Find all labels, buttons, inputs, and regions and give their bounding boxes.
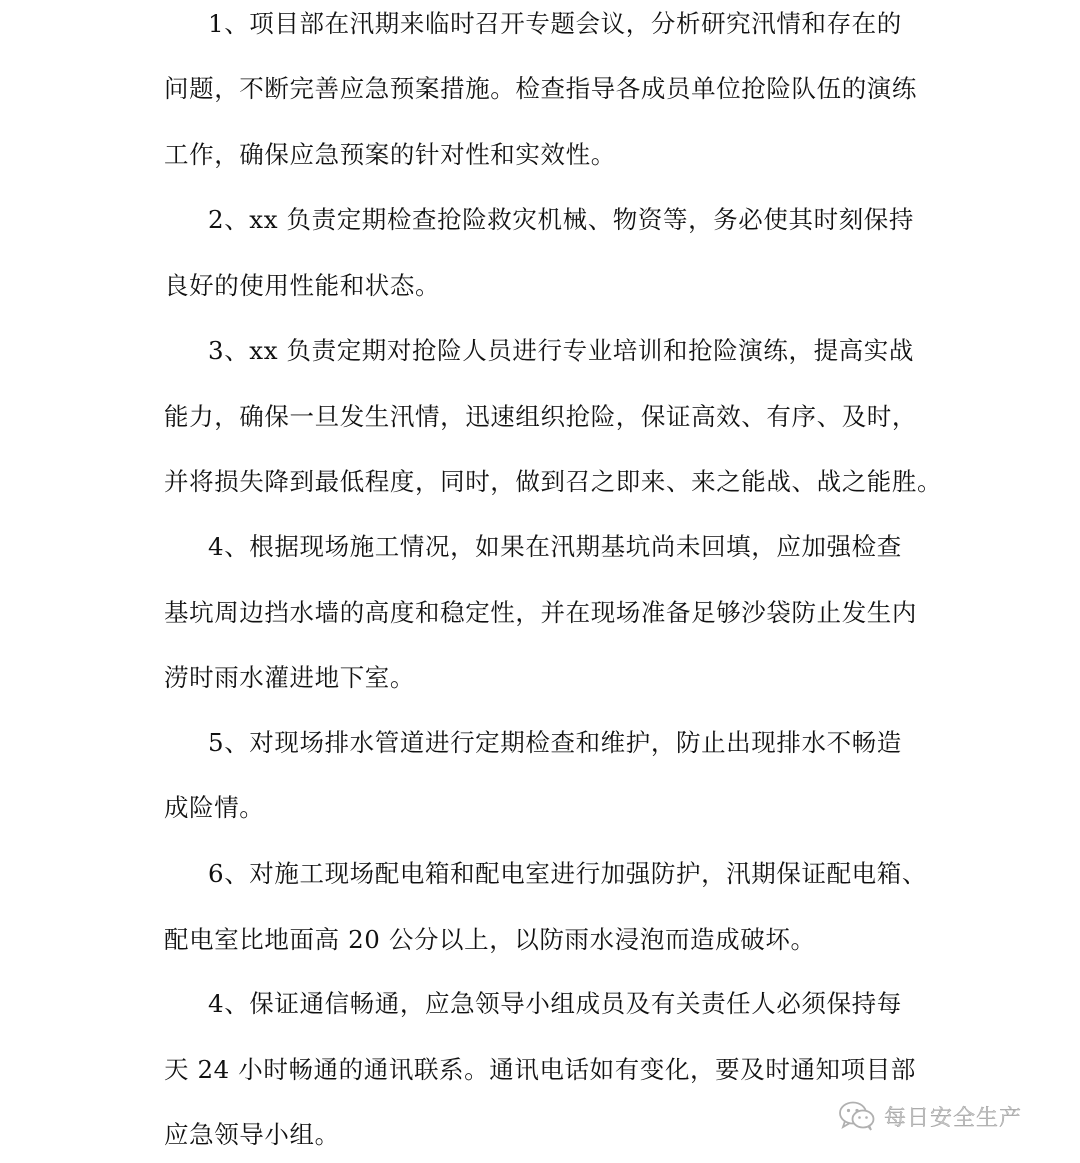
text-line: 4、根据现场施工情况，如果在汛期基坑尚未回填，应加强检查 bbox=[208, 532, 902, 561]
text-line: 涝时雨水灌进地下室。 bbox=[164, 663, 415, 692]
text-line: 基坑周边挡水墙的高度和稳定性，并在现场准备足够沙袋防止发生内 bbox=[164, 598, 917, 627]
text-line: 良好的使用性能和状态。 bbox=[164, 271, 441, 300]
text-line: 配电室比地面高 20 公分以上，以防雨水浸泡而造成破坏。 bbox=[164, 925, 816, 954]
text-line: 3、xx 负责定期对抢险人员进行专业培训和抢险演练，提高实战 bbox=[208, 336, 915, 365]
text-line: 6、对施工现场配电箱和配电室进行加强防护，汛期保证配电箱、 bbox=[208, 859, 927, 888]
text-line: 天 24 小时畅通的通讯联系。通讯电话如有变化，要及时通知项目部 bbox=[164, 1055, 916, 1084]
text-line: 能力，确保一旦发生汛情，迅速组织抢险，保证高效、有序、及时， bbox=[164, 402, 917, 431]
text-line: 4、保证通信畅通，应急领导小组成员及有关责任人必须保持每 bbox=[208, 989, 902, 1018]
text-line: 5、对现场排水管道进行定期检查和维护，防止出现排水不畅造 bbox=[208, 728, 902, 757]
text-line: 问题，不断完善应急预案措施。检查指导各成员单位抢险队伍的演练 bbox=[164, 74, 917, 103]
text-line: 2、xx 负责定期检查抢险救灾机械、物资等，务必使其时刻保持 bbox=[208, 205, 915, 234]
text-line: 并将损失降到最低程度，同时，做到召之即来、来之能战、战之能胜。 bbox=[164, 467, 943, 496]
wechat-icon bbox=[838, 1100, 876, 1132]
watermark bbox=[838, 1098, 1022, 1134]
text-line: 1、项目部在汛期来临时召开专题会议，分析研究汛情和存在的 bbox=[208, 9, 902, 38]
text-line: 成险情。 bbox=[164, 793, 265, 822]
text-line: 应急领导小组。 bbox=[164, 1120, 340, 1149]
watermark-text: 每日安全生产 bbox=[884, 1105, 1023, 1131]
text-line: 工作，确保应急预案的针对性和实效性。 bbox=[164, 140, 616, 169]
